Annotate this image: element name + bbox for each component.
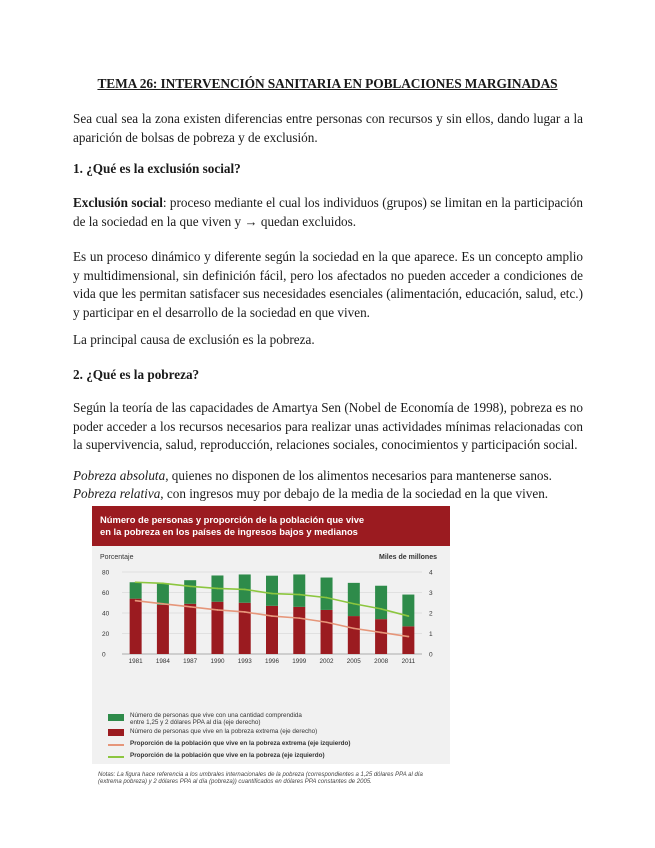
x-tick-label: 1981 [128, 658, 143, 665]
left-tick-label: 80 [102, 569, 110, 577]
line-point [217, 588, 219, 590]
chart-plot [92, 546, 450, 711]
line-point [407, 615, 409, 617]
x-tick-label: 2005 [346, 658, 361, 665]
x-tick-label: 1987 [183, 658, 198, 665]
bar-extreme-poverty [402, 626, 414, 654]
bar-extreme-poverty [321, 610, 333, 654]
line-point [298, 594, 300, 596]
right-tick-label: 4 [429, 569, 433, 577]
bar-extreme-poverty [130, 599, 142, 654]
absolute-poverty-term: Pobreza absoluta [73, 468, 166, 483]
left-tick-label: 20 [102, 631, 110, 638]
right-axis-label: Miles de millones [379, 554, 437, 561]
bar-extreme-poverty [266, 606, 278, 654]
left-tick-label: 40 [102, 610, 110, 618]
right-tick-label: 2 [429, 610, 433, 618]
legend-text-extreme-line: Proporción de la población que vive en la pobreza extrema (eje izquierdo) [130, 740, 351, 747]
line-point [326, 621, 328, 623]
document-title: TEMA 26: INTERVENCIÓN SANITARIA EN POBLACIONES MARGINADAS [97, 76, 558, 91]
absolute-poverty-line [73, 467, 583, 486]
chart-title [92, 506, 450, 546]
line-point [189, 585, 191, 587]
right-tick-label: 1 [429, 631, 433, 638]
line-point [189, 606, 191, 608]
line-point [244, 589, 246, 591]
exclusion-cause-paragraph: La principal causa de exclusión es la pobreza. [73, 332, 315, 347]
x-tick-label: 1990 [210, 658, 225, 665]
chart-title-line2: en la pobreza en los países de ingresos bajos y medianos [100, 526, 358, 537]
legend-text-poverty-line: Proporción de la población que vive en la pobreza (eje izquierdo) [130, 752, 325, 759]
line-point [271, 593, 273, 595]
line-point [380, 608, 382, 610]
line-point [162, 582, 164, 584]
bar-moderate-poverty [130, 582, 142, 598]
poverty-chart-figure [92, 506, 450, 785]
line-point [298, 617, 300, 619]
x-tick-label: 1999 [292, 658, 307, 665]
x-tick-label: 2002 [319, 658, 334, 665]
bar-moderate-poverty [402, 595, 414, 627]
bar-extreme-poverty [184, 604, 196, 654]
legend-item-green-bars [98, 713, 443, 727]
line-point [135, 581, 137, 583]
line-point [326, 597, 328, 599]
section1-heading: 1. ¿Qué es la exclusión social? [73, 161, 241, 176]
relative-poverty-text: , con ingresos muy por debajo de la media de la sociedad en la que viven. [160, 486, 549, 501]
exclusion-definition-paragraph [73, 194, 583, 231]
bar-moderate-poverty [157, 583, 169, 605]
line-point [271, 615, 273, 617]
right-tick-label: 0 [429, 651, 433, 659]
section2-heading: 2. ¿Qué es la pobreza? [73, 367, 200, 382]
line-point [135, 600, 137, 602]
bar-moderate-poverty [266, 576, 278, 606]
left-tick-label: 60 [102, 590, 110, 597]
legend-swatch-red [108, 729, 124, 736]
bar-extreme-poverty [348, 616, 360, 654]
bar-extreme-poverty [157, 605, 169, 654]
bar-moderate-poverty [348, 583, 360, 616]
legend-text-red: Número de personas que vive en la pobreza extrema (eje derecho) [130, 728, 318, 735]
intro-paragraph: Sea cual sea la zona existen diferencias entre personas con recursos y sin ellos, dando lugar a la aparición de bolsas de pobreza y de exclusión. [73, 111, 583, 145]
line-point [217, 609, 219, 611]
legend-swatch-salmon-line [108, 744, 124, 746]
poverty-definition-paragraph: Según la teoría de las capacidades de Amartya Sen (Nobel de Economía de 1998), pobreza es no poder acceder a los recursos necesarios para realizar unas actividades mínimas relacionadas con la supervivencia, salud, reproducción, relaciones sociales, conocimientos y participación social. [73, 400, 583, 452]
chart-body [92, 546, 450, 785]
left-tick-label: 0 [102, 651, 106, 659]
relative-poverty-line [73, 485, 583, 504]
x-tick-label: 1996 [264, 658, 280, 665]
line-point [353, 627, 355, 629]
right-tick-label: 3 [429, 590, 433, 597]
bar-extreme-poverty [239, 603, 251, 654]
legend-swatch-green-line [108, 756, 124, 758]
chart-note: Notas: La figura hace referencia a los umbrales internacionales de la pobreza (correspondientes a 1,25 dólares PPA al día (extrema pobreza) y 2 dólares PPA al día (pobreza)) cuantificados en dólares PPA constantes de 2005. [98, 772, 423, 785]
bar-extreme-poverty [375, 619, 387, 654]
legend-item-poverty-line [98, 753, 443, 767]
absolute-poverty-text: , quienes no disponen de los alimentos necesarios para mantenerse sanos. [165, 468, 552, 483]
line-point [353, 603, 355, 605]
exclusion-description-paragraph: Es un proceso dinámico y diferente según la sociedad en la que aparece. Es un concepto amplio y multidimensional, sin definición fácil, pero los afectados no pueden acceder a condiciones de vida que les permitan satisfacer sus necesidades esenciales (alimentación, educación, salud, etc.) y participar en el desarrollo de la sociedad en que viven. [73, 249, 583, 320]
relative-poverty-term: Pobreza relativa [73, 486, 161, 501]
line-point [380, 632, 382, 634]
x-tick-label: 2011 [401, 658, 416, 665]
line-point [244, 611, 246, 613]
bar-extreme-poverty [293, 607, 305, 654]
line-point [162, 603, 164, 605]
bar-moderate-poverty [184, 580, 196, 604]
legend-swatch-green [108, 714, 124, 721]
bar-moderate-poverty [375, 586, 387, 619]
x-tick-label: 2008 [374, 658, 389, 665]
left-axis-label: Porcentaje [100, 554, 134, 561]
chart-title-line1: Número de personas y proporción de la población que vive [100, 514, 365, 525]
exclusion-term: Exclusión social [73, 195, 163, 210]
line-point [407, 636, 409, 638]
bar-moderate-poverty [293, 574, 305, 606]
x-tick-label: 1984 [155, 658, 170, 665]
bar-moderate-poverty [321, 578, 333, 610]
legend-text-green: Número de personas que vive con una cantidad comprendida entre 1,25 y 2 dólares PPA al día (eje derecho) [130, 712, 302, 726]
exclusion-definition: : proceso mediante el cual los individuos (grupos) se limitan en la participación de la sociedad en la que viven y → quedan excluidos. [73, 195, 583, 229]
x-tick-label: 1993 [237, 658, 252, 665]
